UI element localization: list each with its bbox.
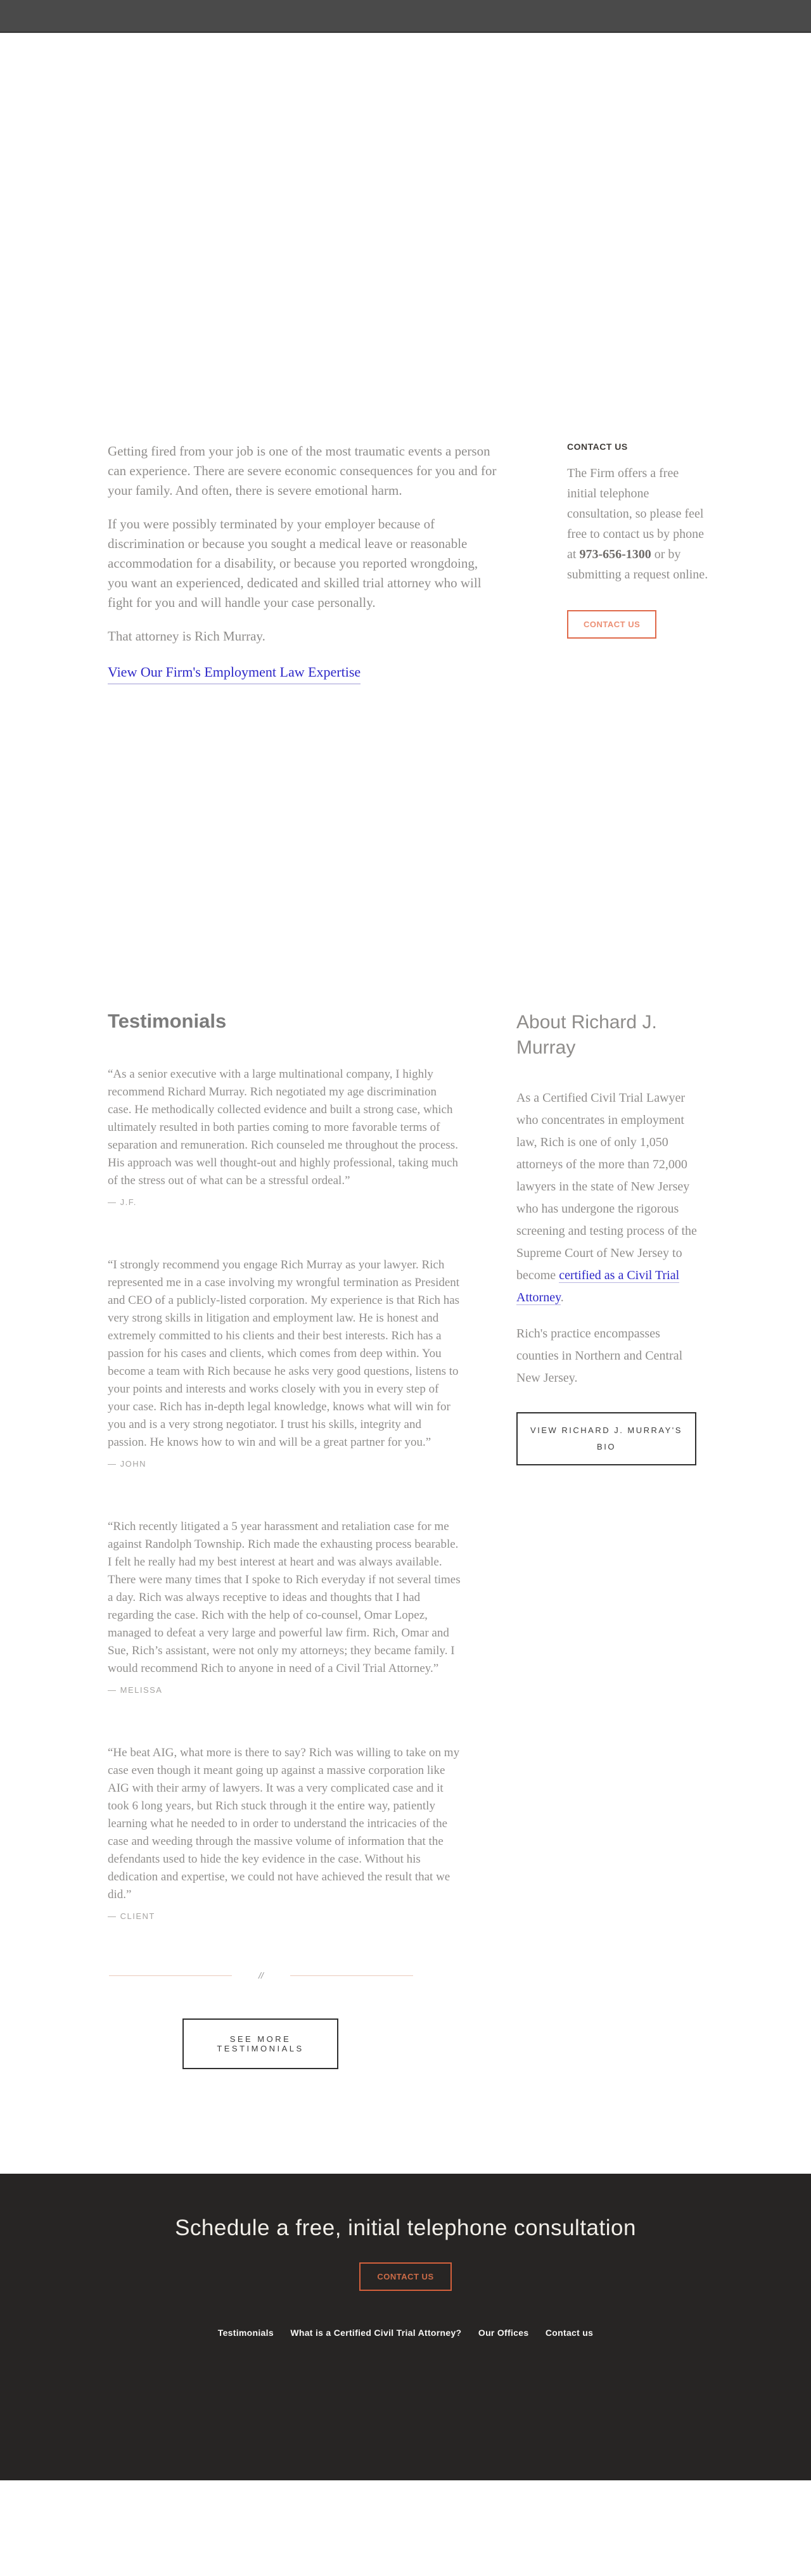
footer-nav [0,2328,811,2339]
testimonial-quote: “Rich recently litigated a 5 year harassment and retaliation case for me against Randolph Township. Rich made the exhausting process bearable. I felt he really had my best interest at heart and was always available. There were many times that I spoke to Rich everyday if not several times a day. Rich was always receptive to ideas and thoughts that I had regarding the case. Rich with the help of co-counsel, Omar Lopez, managed to defeat a very large and powerful law firm. Rich, Omar and Sue, Rich’s assistant, were not only my attorneys; they became family. I would recommend Rich to anyone in need of a Civil Trial Attorney.” [108,1520,461,1675]
spacer [0,33,811,442]
intro-paragraph-2: If you were possibly terminated by your employer because of discrimination or because you sought a medical leave or reasonable accommodation for a disability, or because you reported wrongdoing, you want an experienced, dedicated and skilled trial attorney who will fight for you and will handle your case personally. [108,516,482,610]
footer-contact-us-button[interactable]: CONTACT US [359,2262,451,2291]
contact-us-sidebar [567,442,710,684]
intro-section [0,442,811,684]
about-paragraph-1 [516,1087,700,1309]
phone-number: 973-656-1300 [579,547,651,561]
see-more-testimonials-button[interactable]: SEE MORE TESTIMONIALS [182,2018,338,2069]
view-bio-button[interactable]: VIEW RICHARD J. MURRAY'S BIO [516,1412,696,1465]
testimonial-attribution: — MELISSA [108,1685,163,1695]
testimonial-attribution: — CLIENT [108,1911,155,1921]
intro-text-column [108,442,501,684]
intro-paragraph-1: Getting fired from your job is one of the most traumatic events a person can experience. There are severe economic consequences for you and for your family. And often, there is severe emotional harm. [108,443,497,498]
testimonial-attribution: — J.F. [108,1197,137,1207]
testimonial-quote: “He beat AIG, what more is there to say? Rich was willing to take on my case even though it meant going up against a massive corporation like AIG with their army of lawyers. It was a very complicated case and it took 6 long years, but Rich stuck through it the entire way, patiently learning what he needed to in order to understand the intricacies of the case and weeding through the massive volume of information that the defendants used to hide the key evidence in the case. Without his dedication and expertise, we could not have achieved the result that we did.” [108,1746,460,1901]
certified-civil-trial-attorney-link[interactable]: certified as a Civil Trial Attorney [516,1268,680,1304]
testimonial-attribution: — JOHN [108,1459,146,1469]
about-paragraph-2: Rich's practice encompasses counties in Northern and Central New Jersey. [516,1327,683,1385]
divider-slashes: // [259,1970,264,1980]
contact-us-button[interactable]: CONTACT US [567,610,656,639]
section-divider [109,1970,413,1980]
contact-us-heading: CONTACT US [567,442,628,452]
footer-link-certified-attorney[interactable]: What is a Certified Civil Trial Attorney? [290,2328,462,2338]
testimonial-item [108,1518,463,1695]
footer-headline: Schedule a free, initial telephone consultation [175,2216,636,2240]
spacer [0,684,811,1010]
testimonial-quote: “As a senior executive with a large multinational company, I highly recommend Richard Murray. Rich negotiated my age discrimination case. He methodically collected evidence and built a strong case, which ultimately resulted in both parties coming to more favorable terms of separation and remuneration. Rich counseled me throughout the process. His approach was well thought-out and highly professional, taking much of the stress out of what can be a stressful ordeal.” [108,1068,459,1187]
testimonial-item [108,1744,463,1921]
footer-link-testimonials[interactable]: Testimonials [217,2328,274,2338]
about-text-after-link: . [560,1291,564,1304]
employment-law-expertise-link[interactable]: View Our Firm's Employment Law Expertise [108,664,361,684]
contact-text-before-phone: The Firm offers a free initial telephone consultation, so please feel free to contact us by phone at [567,466,705,561]
testimonial-item [108,1066,463,1207]
footer-link-contact-us[interactable]: Contact us [545,2328,594,2338]
contact-text-after-phone: or by submitting a request online. [567,547,708,582]
divider-line [109,1975,232,1976]
testimonial-item [108,1256,463,1469]
divider-line [290,1975,413,1976]
about-heading: About Richard J. Murray [516,1012,657,1058]
site-header [0,0,811,33]
about-richard-sidebar [516,1010,700,2069]
footer-link-our-offices[interactable]: Our Offices [478,2328,529,2338]
intro-paragraph-3: That attorney is Rich Murray. [108,628,265,644]
contact-us-text [567,463,710,585]
testimonials-heading: Testimonials [108,1010,227,1032]
main-content [0,442,811,2069]
site-footer [0,2174,811,2480]
about-text-before-link: As a Certified Civil Trial Lawyer who concentrates in employment law, Rich is one of only 1,050 attorneys of the more than 72,000 lawyers in the state of New Jersey who has undergone the rigorous screening and testing process of the Supreme Court of New Jersey to become [516,1091,697,1282]
testimonials-column [108,1010,463,2069]
testimonial-quote: “I strongly recommend you engage Rich Murray as your lawyer. Rich represented me in a case involving my wrongful termination as President and CEO of a publicly-listed corporation. My experience is that Rich has very strong skills in litigation and employment law. He is honest and extremely committed to his clients and their best interests. Rich has a passion for his cases and clients, which comes from deep within. You become a team with Rich because he asks very good questions, listens to your points and interests and works closely with you in every step of your case. Rich has in-depth legal knowledge, knows what will win for you and is a very strong negotiator. I trust his skills, integrity and passion. He knows how to win and will be a great partner for you.” [108,1258,460,1449]
testimonials-about-section [0,1010,811,2069]
